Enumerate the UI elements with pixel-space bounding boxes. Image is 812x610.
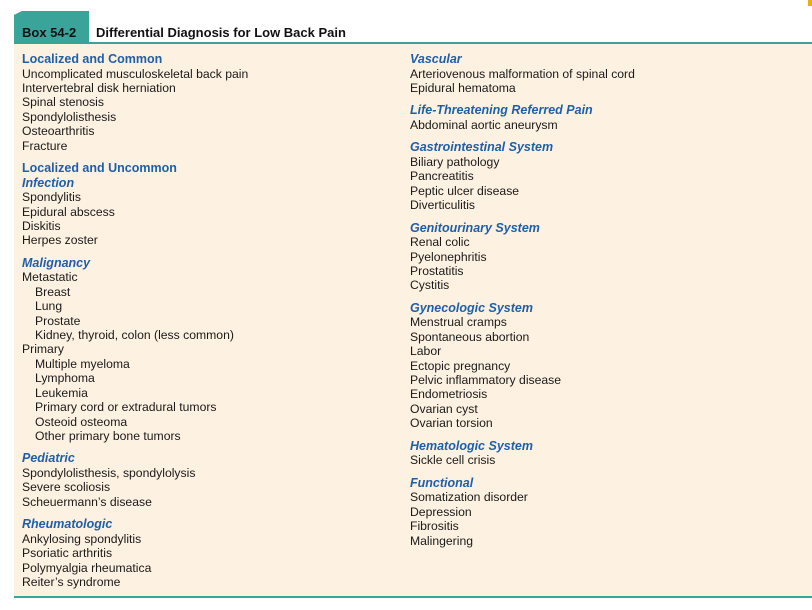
section [22,517,392,589]
section-heading: Life-Threatening Referred Pain [410,103,593,118]
list-item: Reiter’s syndrome [22,574,121,589]
section-heading: Localized and Common [22,52,163,66]
box-label: Box 54-2 [22,25,77,40]
list-item: Lung [35,299,63,314]
list-item: Arteriovenous malformation of spinal cord [410,66,635,81]
list-item: Fibrositis [410,519,459,534]
list-item: Pyelonephritis [410,249,487,264]
list-item: Leukemia [35,385,88,400]
list-item: Epidural hematoma [410,81,516,95]
section [410,439,790,468]
section [22,451,392,509]
list-item: Ankylosing spondylitis [22,531,142,546]
list-item: Cystitis [410,278,450,293]
list-item: Endometriosis [410,387,488,402]
corner-marker [808,0,812,6]
section [22,161,392,248]
left-column [22,52,392,597]
list-item: Lymphoma [35,371,95,386]
list-item: Metastatic [22,270,78,285]
list-item: Psoriatic arthritis [22,546,113,561]
list-item: Epidural abscess [22,204,115,219]
list-item: Spontaneous abortion [410,329,530,344]
section [410,221,790,293]
section [410,476,790,548]
list-item: Prostatitis [410,264,464,279]
section-heading: Gastrointestinal System [410,140,554,155]
list-item: Scheuermann’s disease [22,494,152,509]
list-item: Multiple myeloma [35,356,130,371]
list-item: Menstrual cramps [410,315,507,330]
list-item: Spondylitis [22,190,81,205]
list-item: Breast [35,284,71,299]
section-heading: Rheumatologic [22,517,113,532]
section-heading: Gynecologic System [410,300,533,315]
section [410,140,790,212]
list-item: Ovarian torsion [410,416,493,431]
list-item: Ovarian cyst [410,401,478,416]
list-item: Prostate [35,313,81,328]
list-item: Diskitis [22,219,61,234]
list-item: Spinal stenosis [22,95,104,110]
list-item: Spondylolisthesis [22,109,117,124]
list-item: Osteoid osteoma [35,414,128,429]
list-item: Severe scoliosis [22,480,111,495]
section-heading: Genitourinary System [410,220,540,235]
section [22,52,392,153]
list-item: Primary [22,342,64,357]
list-item: Renal colic [410,235,470,250]
list-item: Sickle cell crisis [410,453,496,468]
list-item: Depression [410,504,472,519]
list-item: Pancreatitis [410,169,474,184]
list-item: Pelvic inflammatory disease [410,373,562,388]
section-heading: Pediatric [22,451,75,466]
list-item: Peptic ulcer disease [410,183,520,198]
list-item: Polymyalgia rheumatica [22,560,152,575]
list-item: Biliary pathology [410,155,500,169]
section-heading: Malignancy [22,255,91,270]
list-item: Kidney, thyroid, colon (less common) [35,328,234,343]
section-heading: Hematologic System [410,438,533,453]
list-item: Ectopic pregnancy [410,358,511,373]
section-heading: Localized and Uncommon [22,161,177,176]
section-subheading: Infection [22,175,75,190]
list-item: Abdominal aortic aneurysm [410,118,558,132]
list-item: Somatization disorder [410,490,528,505]
list-item: Uncomplicated musculoskeletal back pain [22,66,249,81]
list-item: Malingering [410,533,474,548]
list-item: Osteoarthritis [22,124,95,139]
list-item: Fracture [22,138,68,153]
section [410,301,790,431]
list-item: Herpes zoster [22,233,98,248]
right-column [410,52,790,556]
section-heading: Functional [410,475,474,490]
list-item: Primary cord or extradural tumors [35,400,217,415]
section [410,103,790,132]
list-item: Spondylolisthesis, spondylolysis [22,465,196,480]
list-item: Other primary bone tumors [35,428,181,443]
list-item: Diverticulitis [410,198,476,213]
section [22,256,392,443]
list-item: Intervertebral disk herniation [22,81,176,95]
box-title: Differential Diagnosis for Low Back Pain [96,25,346,40]
list-item: Labor [410,344,442,359]
section [410,52,790,95]
section-heading: Vascular [410,52,462,66]
